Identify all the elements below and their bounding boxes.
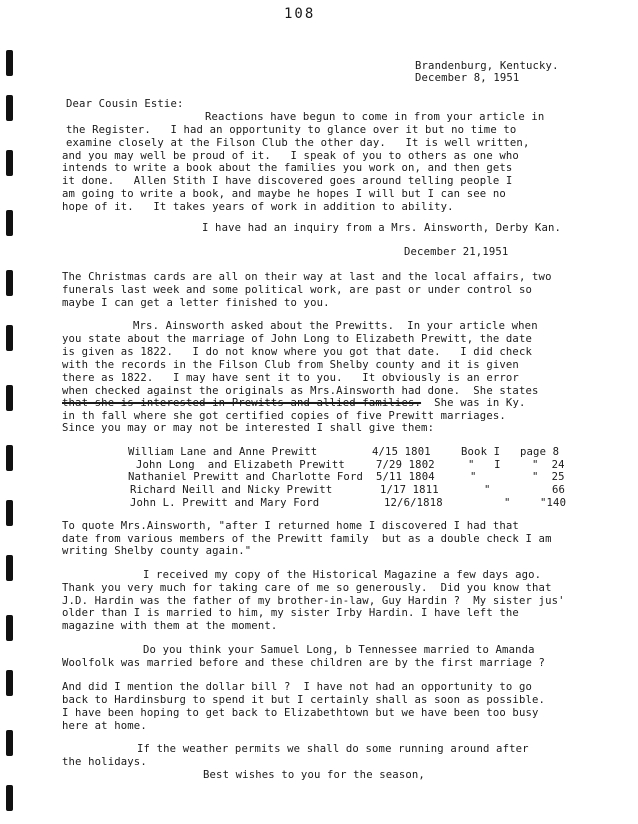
marriage-date: 4/15 1801 [372, 446, 431, 458]
punch-hole-mark [6, 730, 13, 756]
marriage-book: " I [468, 459, 501, 471]
punch-hole-mark [6, 445, 13, 471]
paragraph-line: am going to write a book, and maybe he hopes I will but I can see no [62, 188, 506, 200]
paragraph-line: date from various members of the Prewitt family but as a double check I am [62, 533, 552, 545]
punch-hole-mark [6, 615, 13, 641]
punch-hole-mark [6, 210, 13, 236]
punch-hole-mark [6, 95, 13, 121]
struck-text: that she is interested in Prewitts and allied families. [62, 397, 422, 409]
marriage-date: 7/29 1802 [376, 459, 435, 471]
marriage-page: "140 [540, 497, 567, 509]
paragraph-line: Mrs. Ainsworth asked about the Prewitts. In your article when [133, 320, 538, 332]
inquiry-line: I have had an inquiry from a Mrs. Ainsworth, Derby Kan. [202, 222, 562, 234]
punch-hole-mark [6, 50, 13, 76]
paragraph-line: To quote Mrs.Ainsworth, "after I returned home I discovered I had that [62, 520, 519, 532]
paragraph-line: Woolfolk was married before and these children are by the first marriage ? [62, 657, 546, 669]
paragraph-line: in th fall where she got certified copies of five Prewitt marriages. [62, 410, 506, 422]
closing-line: Best wishes to you for the season, [203, 769, 425, 781]
paragraph-line: And did I mention the dollar bill ? I have not had an opportunity to go [62, 681, 533, 693]
paragraph-line: Thank you very much for taking care of me so generously. Did you know that [62, 582, 552, 594]
paragraph-line: I have been hoping to get back to Elizabethtown but we have been too busy [62, 707, 539, 719]
paragraph-line: funerals last week and some political work, are past or under control so [62, 284, 533, 296]
paragraph-line: there as 1822. I may have sent it to you. It obviously is an error [62, 372, 519, 384]
punch-hole-mark [6, 555, 13, 581]
paragraph-line: The Christmas cards are all on their way at last and the local affairs, two [62, 271, 552, 283]
paragraph-line: Since you may or may not be interested I shall give them: [62, 422, 435, 434]
marriage-names: William Lane and Anne Prewitt [128, 446, 318, 458]
salutation: Dear Cousin Estie: [66, 98, 184, 110]
paragraph-line: magazine with them at the moment. [62, 620, 278, 632]
paragraph-line: and you may well be proud of it. I speak of you to others as one who [62, 150, 519, 162]
paragraph-line: it done. Allen Stith I have discovered goes around telling people I [62, 175, 513, 187]
marriage-names: Richard Neill and Nicky Prewitt [130, 484, 333, 496]
marriage-book: " [504, 497, 511, 509]
marriage-names: John L. Prewitt and Mary Ford [130, 497, 320, 509]
marriage-book: " [470, 471, 477, 483]
paragraph-line: hope of it. It takes years of work in addition to ability. [62, 201, 454, 213]
second-date: December 21,1951 [404, 246, 509, 258]
paragraph-line-struck [62, 397, 526, 410]
marriage-names: Nathaniel Prewitt and Charlotte Ford [128, 471, 364, 483]
paragraph-line: the holidays. [62, 756, 147, 768]
punch-hole-mark [6, 385, 13, 411]
punch-hole-mark [6, 270, 13, 296]
paragraph-line: back to Hardinsburg to spend it but I certainly shall as soon as possible. [62, 694, 546, 706]
letter-place: Brandenburg, Kentucky. [415, 60, 559, 72]
punch-hole-mark [6, 500, 13, 526]
punch-hole-mark [6, 325, 13, 351]
paragraph-line: If the weather permits we shall do some running around after [137, 743, 529, 755]
marriage-page: 66 [552, 484, 566, 496]
marriage-book: " [484, 484, 491, 496]
paragraph-line: maybe I can get a letter finished to you. [62, 297, 330, 309]
paragraph-line: Do you think your Samuel Long, b Tennessee married to Amanda [143, 644, 535, 656]
paragraph-line: with the records in the Filson Club from Shelby county and it is given [62, 359, 519, 371]
paragraph-line: examine closely at the Filson Club the other day. It is well written, [66, 137, 530, 149]
paragraph-line: here at home. [62, 720, 147, 732]
paragraph-fragment: She was in Ky. [421, 397, 526, 409]
punch-hole-mark [6, 150, 13, 176]
letter-date: December 8, 1951 [415, 72, 520, 84]
marriage-page: " 25 [532, 471, 565, 483]
marriage-page: " 24 [532, 459, 565, 471]
marriage-date: 5/11 1804 [376, 471, 435, 483]
marriage-date: 12/6/1818 [384, 497, 443, 509]
punch-holes [6, 50, 16, 820]
paragraph-line: I received my copy of the Historical Magazine a few days ago. [143, 569, 542, 581]
marriage-names: John Long and Elizabeth Prewitt [136, 459, 345, 471]
paragraph-line: is given as 1822. I do not know where you got that date. I did check [62, 346, 533, 358]
paragraph-line: J.D. Hardin was the father of my brother-in-law, Guy Hardin ? My sister jus' [62, 595, 565, 607]
paragraph-line: intends to write a book about the families you work on, and then gets [62, 162, 513, 174]
marriage-book: Book I [461, 446, 501, 458]
paragraph-line: older than I is married to him, my sister Irby Hardin. I have left the [62, 607, 519, 619]
marriage-page: page 8 [520, 446, 560, 458]
paragraph-line: writing Shelby county again." [62, 545, 252, 557]
marriage-date: 1/17 1811 [380, 484, 439, 496]
page-number: 108 [284, 6, 316, 22]
paragraph-line: you state about the marriage of John Long to Elizabeth Prewitt, the date [62, 333, 533, 345]
punch-hole-mark [6, 670, 13, 696]
paragraph-line: Reactions have begun to come in from your article in [205, 111, 545, 123]
paragraph-line: the Register. I had an opportunity to glance over it but no time to [66, 124, 517, 136]
punch-hole-mark [6, 785, 13, 811]
paragraph-line: when checked against the originals as Mrs.Ainsworth had done. She states [62, 385, 539, 397]
